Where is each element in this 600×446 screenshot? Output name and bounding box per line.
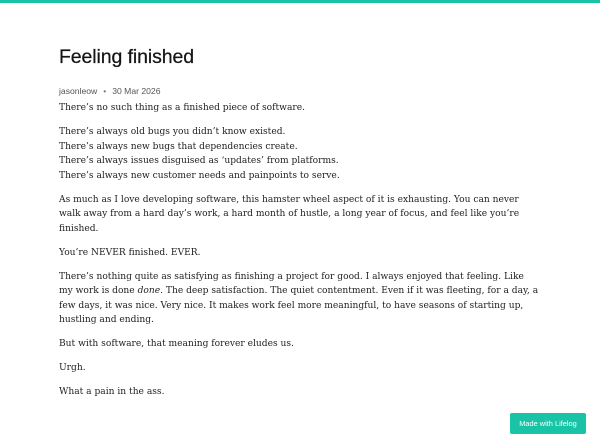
post-author[interactable]: jasonleow bbox=[59, 86, 98, 96]
paragraph-text: There’s nothing quite as satisfying as finishing a project for good. I always enjoyed that feeling. Like my work is done bbox=[59, 271, 524, 296]
post-body bbox=[59, 101, 539, 400]
post-title: Feeling finished bbox=[59, 46, 194, 68]
top-accent-bar bbox=[0, 0, 600, 3]
post-paragraph: You’re NEVER finished. EVER. bbox=[59, 247, 201, 258]
post-paragraph: There’s always old bugs you didn’t know existed. There’s always new bugs that dependencies create. There’s always issues disguised as ‘updates’ from platforms. There’s always new customer needs and painpoints to serve. bbox=[59, 127, 340, 181]
post-date: 30 Mar 2026 bbox=[112, 86, 161, 96]
meta-separator: • bbox=[103, 86, 107, 96]
emphasis-text: done bbox=[137, 286, 161, 296]
post-meta bbox=[59, 85, 539, 97]
paragraph-text: . The deep satisfaction. The quiet contentment. Even if it was fleeting, for a day, a few days, it was nice. Very nice. It makes work feel more meaningful, to have seasons of starting up, hustling and ending. bbox=[59, 286, 539, 325]
post-paragraph: What a pain in the ass. bbox=[59, 387, 165, 397]
post-paragraph: There’s no such thing as a finished piece of software. bbox=[59, 103, 305, 113]
post-paragraph: Urgh. bbox=[59, 363, 86, 373]
post-paragraph: But with software, that meaning forever eludes us. bbox=[59, 339, 294, 349]
post-paragraph: As much as I love developing software, this hamster wheel aspect of it is exhausting. You can never walk away from a hard day’s work, a hard month of hustle, a long year of focus, and feel like you’re finished. bbox=[59, 194, 520, 234]
post-paragraph bbox=[59, 270, 539, 328]
post-article bbox=[59, 44, 539, 409]
made-with-lifelog-button[interactable]: Made with Lifelog bbox=[510, 413, 586, 434]
